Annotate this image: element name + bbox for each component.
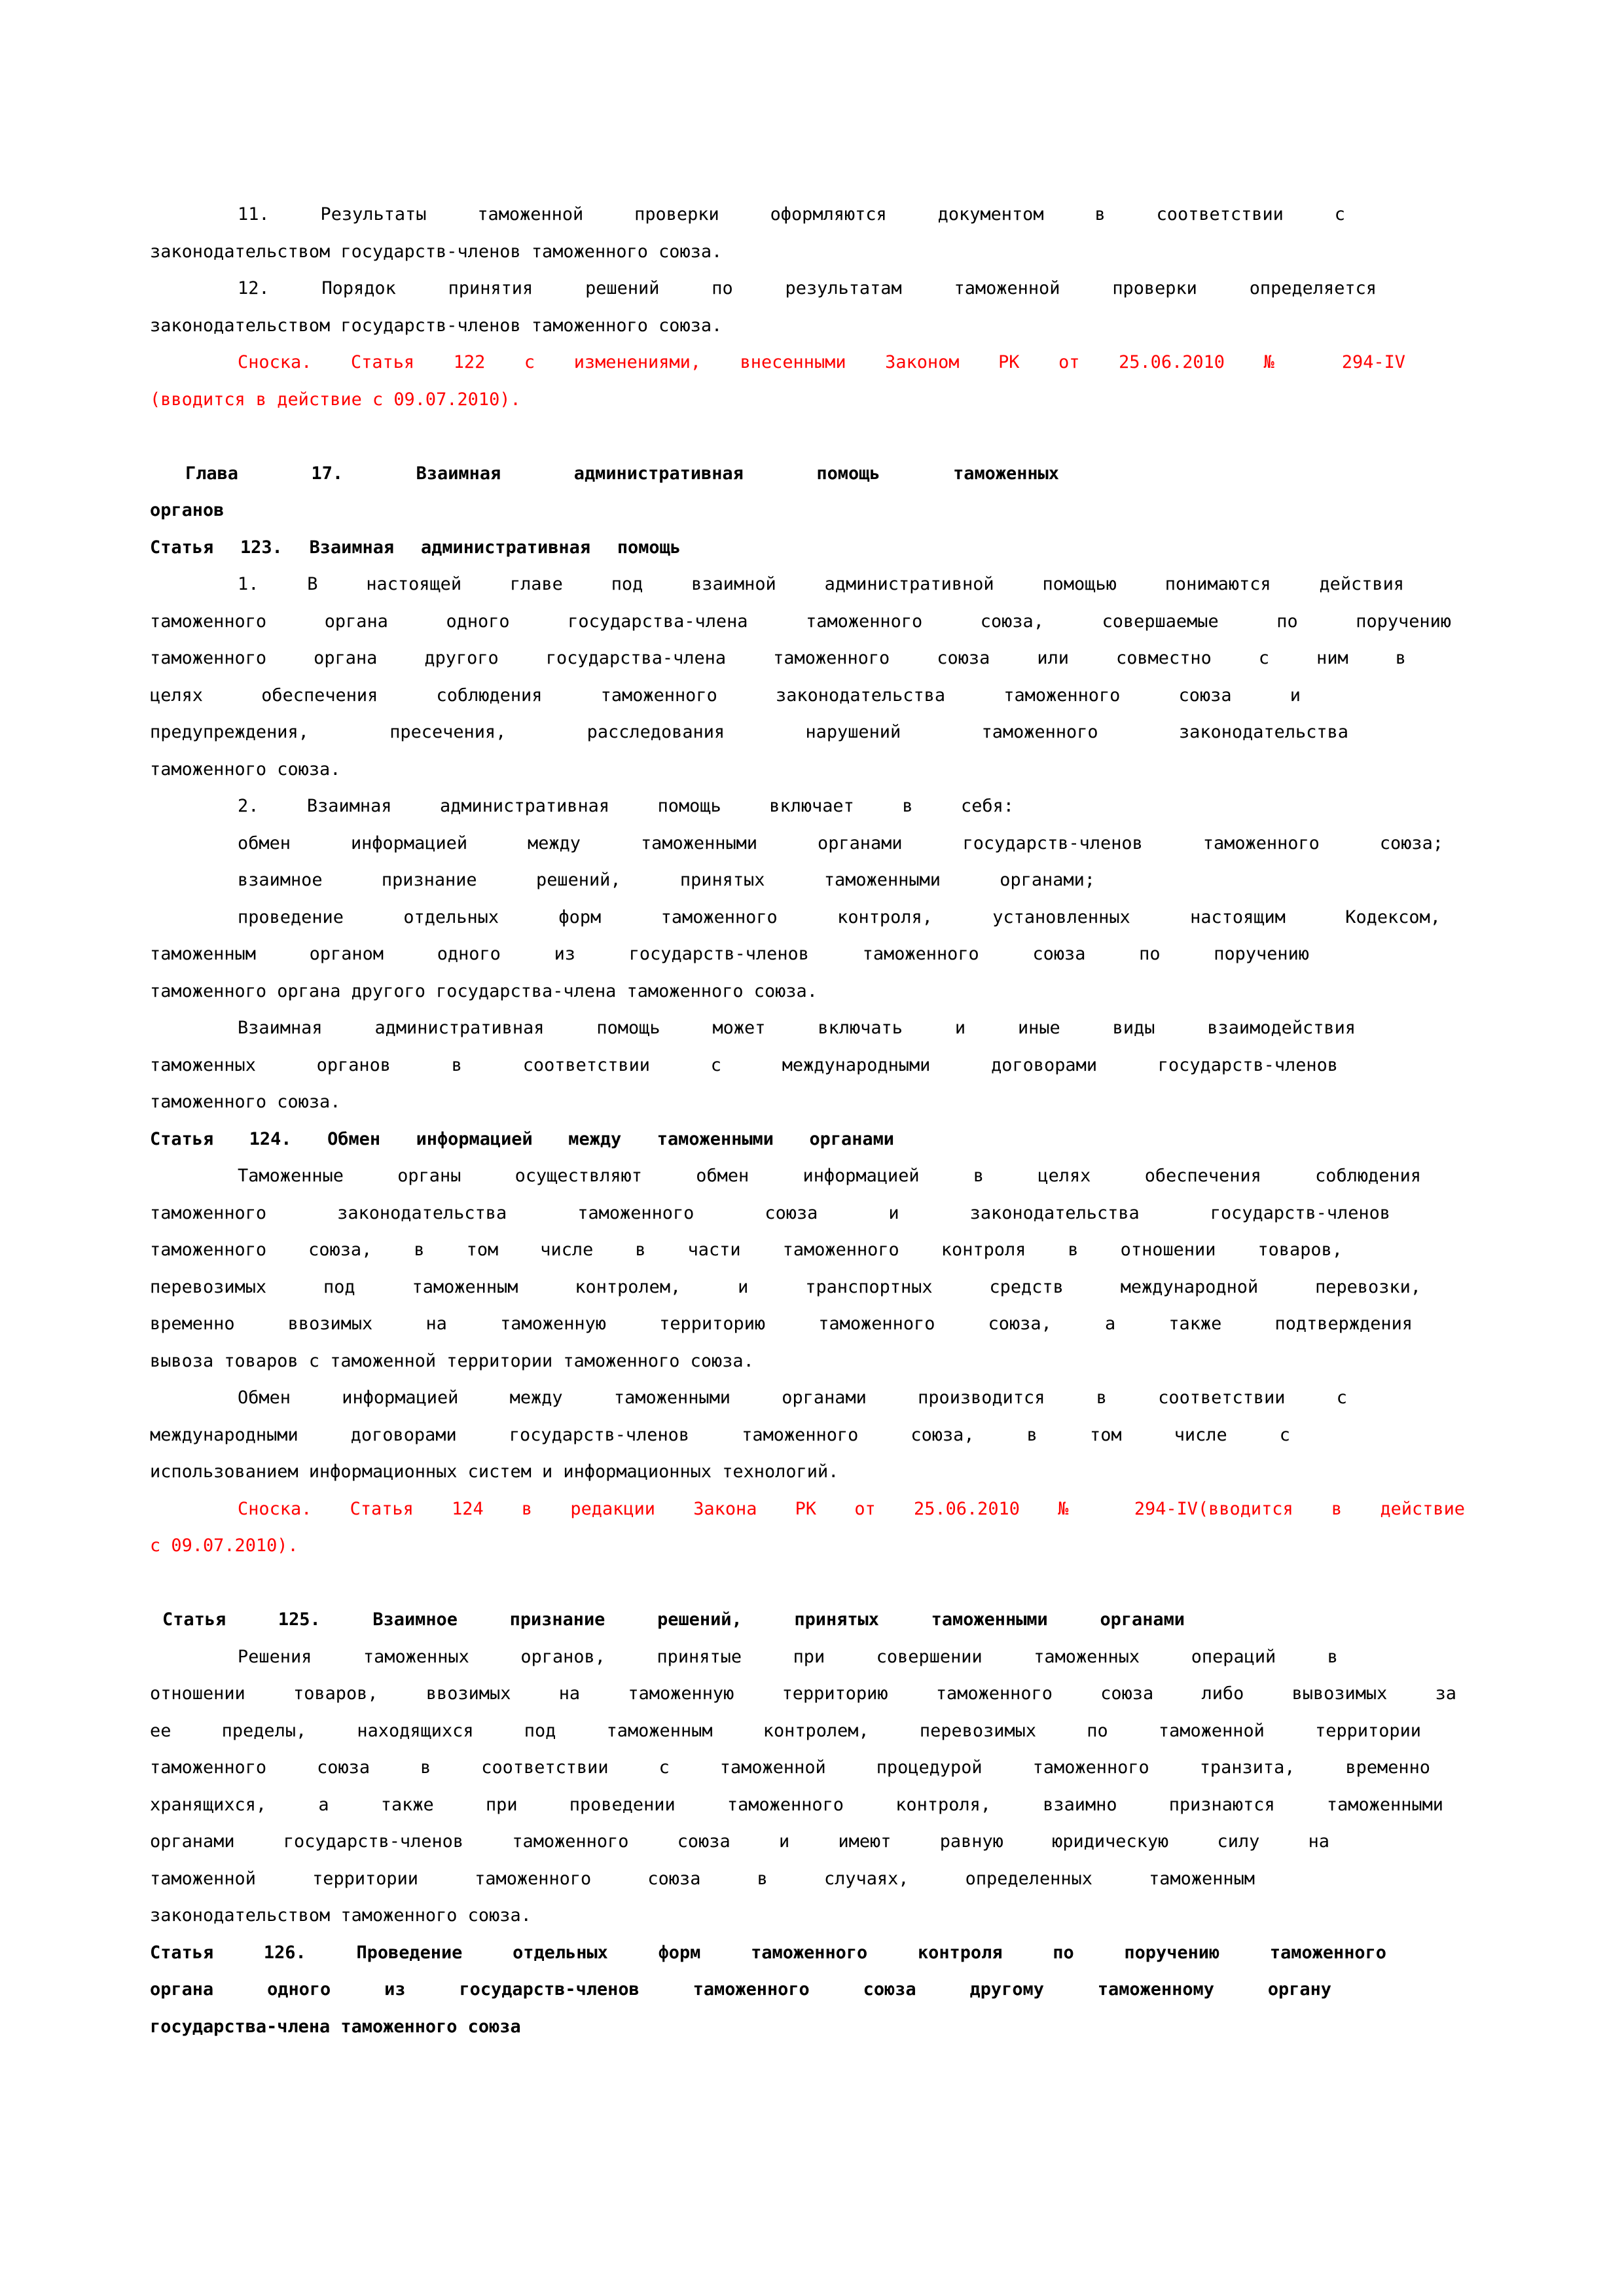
body-text-line: таможенным органом одного из государств-членов таможенного союза по поручению — [150, 944, 1309, 964]
blank-line — [150, 1565, 1479, 1602]
footnote-line: (вводится в действие с 09.07.2010). — [150, 389, 521, 410]
body-text-line: Обмен информацией между таможенными органами производится в соответствии с — [238, 1388, 1347, 1408]
body-text-line: таможенного союза в соответствии с таможенной процедурой таможенного транзита, временно — [150, 1757, 1430, 1778]
chapter-heading-line: Глава 17. Взаимная административная помощь таможенных — [185, 463, 1059, 484]
footnote-line: с 09.07.2010). — [150, 1535, 298, 1556]
body-text-line: целях обеспечения соблюдения таможенного законодательства таможенного союза и — [150, 685, 1301, 706]
document-body — [150, 196, 1479, 2045]
body-text-line: вывоза товаров с таможенной территории таможенного союза. — [150, 1350, 754, 1371]
body-text-line: Решения таможенных органов, принятые при совершении таможенных операций в — [238, 1646, 1338, 1667]
body-text-line: таможенного органа одного государства-члена таможенного союза, совершаемые по поручению — [150, 611, 1451, 632]
body-text-line: 2. Взаимная административная помощь включает в себя: — [238, 796, 1014, 816]
article-heading-line: Статья 123. Взаимная административная помощь — [150, 537, 681, 558]
article-heading-line: государства-члена таможенного союза — [150, 2016, 521, 2037]
body-text-line: взаимное признание решений, принятых таможенными органами; — [238, 870, 1095, 890]
body-text-line: обмен информацией между таможенными органами государств-членов таможенного союза; — [238, 833, 1443, 853]
body-text-line: Таможенные органы осуществляют обмен информацией в целях обеспечения соблюдения — [238, 1166, 1421, 1186]
body-text-line: ее пределы, находящихся под таможенным контролем, перевозимых по таможенной территории — [150, 1720, 1421, 1741]
body-text-line: законодательством таможенного союза. — [150, 1905, 532, 1926]
body-text-line: 12. Порядок принятия решений по результатам таможенной проверки определяется — [238, 278, 1377, 298]
body-text-line: таможенного союза. — [150, 1092, 341, 1112]
body-text-line: отношении товаров, ввозимых на таможенную территорию таможенного союза либо вывозимых за — [150, 1683, 1456, 1704]
body-text-line: таможенного союза. — [150, 759, 341, 780]
body-text-line: 11. Результаты таможенной проверки оформляются документом в соответствии с — [238, 204, 1345, 224]
body-text-line: таможенных органов в соответствии с международными договорами государств-членов — [150, 1054, 1338, 1075]
body-text-line: проведение отдельных форм таможенного контроля, установленных настоящим Кодексом, — [238, 906, 1441, 927]
article-heading-line: Статья 126. Проведение отдельных форм таможенного контроля по поручению таможенного — [150, 1942, 1386, 1963]
article-heading-line: Статья 124. Обмен информацией между таможенными органами — [150, 1128, 894, 1149]
body-text-line: таможенного органа другого государства-члена таможенного союза. — [150, 980, 818, 1001]
body-text-line: перевозимых под таможенным контролем, и транспортных средств международной перевозки, — [150, 1276, 1421, 1297]
article-heading-line: органа одного из государств-членов таможенного союза другому таможенному органу — [150, 1979, 1331, 2000]
body-text-line: таможенного законодательства таможенного союза и законодательства государств-членов — [150, 1202, 1390, 1223]
body-text-line: таможенной территории таможенного союза в случаях, определенных таможенным — [150, 1868, 1255, 1889]
body-text-line: использованием информационных систем и информационных технологий. — [150, 1462, 839, 1482]
blank-line — [150, 418, 1479, 456]
body-text-line: хранящихся, а также при проведении таможенного контроля, взаимно признаются таможенными — [150, 1794, 1443, 1815]
footnote-line: Сноска. Статья 124 в редакции Закона РК от 25.06.2010 № 294-IV(вводится в действие — [238, 1498, 1465, 1519]
body-text-line: 1. В настоящей главе под взаимной административной помощью понимаются действия — [238, 574, 1404, 594]
body-text-line: Взаимная административная помощь может включать и иные виды взаимодействия — [238, 1018, 1356, 1038]
body-text-line: международными договорами государств-членов таможенного союза, в том числе с — [150, 1424, 1290, 1445]
chapter-heading-line: органов — [150, 500, 225, 520]
article-heading-line: Статья 125. Взаимное признание решений, принятых таможенными органами — [162, 1609, 1185, 1630]
body-text-line: предупреждения, пресечения, расследования нарушений таможенного законодательства — [150, 722, 1348, 742]
footnote-line: Сноска. Статья 122 с изменениями, внесенными Законом РК от 25.06.2010 № 294-IV — [238, 352, 1405, 372]
body-text-line: законодательством государств-членов таможенного союза. — [150, 315, 723, 336]
body-text-line: законодательством государств-членов таможенного союза. — [150, 241, 723, 262]
body-text-line: таможенного органа другого государства-члена таможенного союза или совместно с ним в — [150, 648, 1406, 668]
body-text-line: органами государств-членов таможенного союза и имеют равную юридическую силу на — [150, 1831, 1329, 1852]
body-text-line: временно ввозимых на таможенную территорию таможенного союза, а также подтверждения — [150, 1314, 1413, 1334]
body-text-line: таможенного союза, в том числе в части таможенного контроля в отношении товаров, — [150, 1240, 1343, 1260]
